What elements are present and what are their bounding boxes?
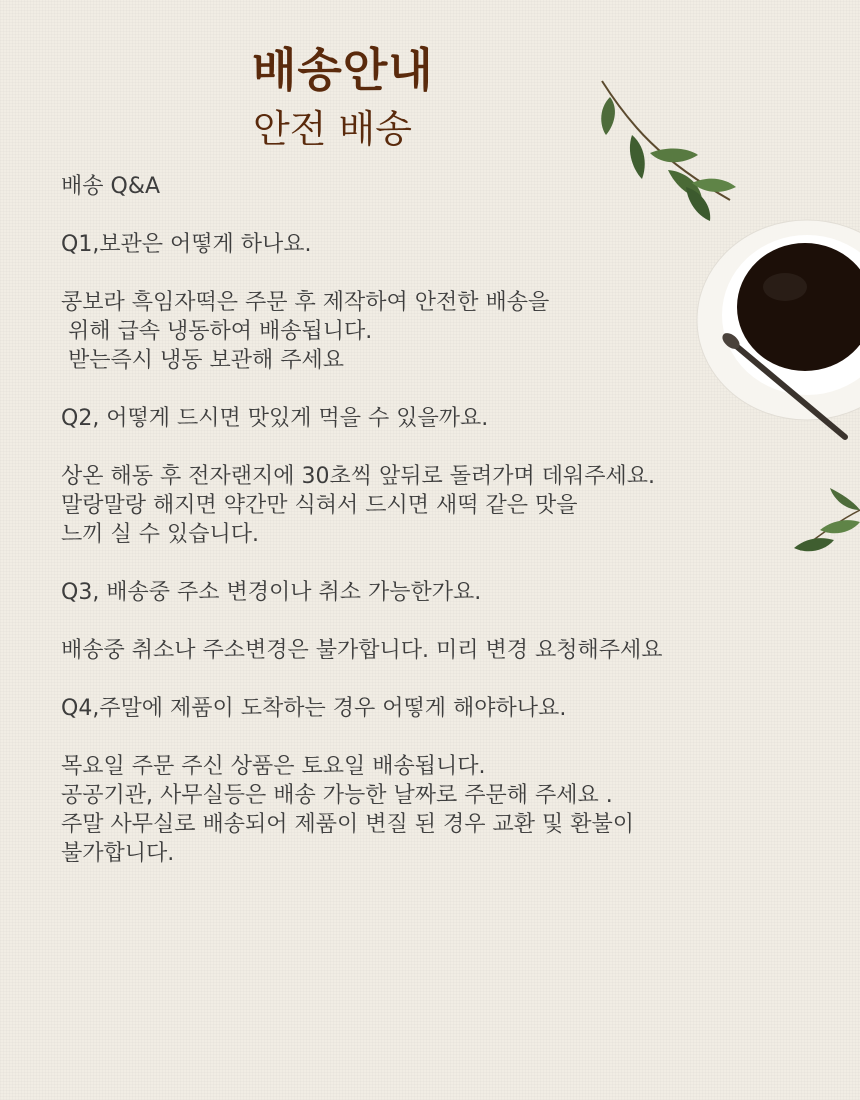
text-line: 느끼 실 수 있습니다. [61, 522, 259, 547]
text-line: 위해 급속 냉동하여 배송됩니다. [61, 319, 373, 344]
text-line: 목요일 주문 주신 상품은 토요일 배송됩니다. [61, 754, 486, 779]
text-line: 받는즉시 냉동 보관해 주세요 [61, 348, 344, 373]
text-line: Q3, 배송중 주소 변경이나 취소 가능한가요. [61, 580, 482, 605]
text-line: 공공기관, 사무실등은 배송 가능한 날짜로 주문해 주세요 . [61, 783, 613, 808]
text-line: 상온 해동 후 전자랜지에 30초씩 앞뒤로 돌려가며 데워주세요. [61, 464, 655, 489]
section-spacer [61, 433, 821, 462]
text-line: 불가합니다. [61, 841, 175, 866]
section-spacer [61, 549, 821, 578]
page-title: 배송안내 [252, 43, 434, 97]
text-line: 말랑말랑 해지면 약간만 식혀서 드시면 새떡 같은 맛을 [61, 493, 578, 518]
section-spacer [61, 259, 821, 288]
section-spacer [61, 201, 821, 230]
text-line: 콩보라 흑임자떡은 주문 후 제작하여 안전한 배송을 [61, 290, 550, 315]
section-spacer [61, 375, 821, 404]
page-subtitle: 안전 배송 [253, 107, 412, 151]
text-line: 주말 사무실로 배송되어 제품이 변질 된 경우 교환 및 환불이 [61, 812, 634, 837]
qa-content [61, 172, 821, 868]
text-line: Q2, 어떻게 드시면 맛있게 먹을 수 있을까요. [61, 406, 489, 431]
text-line: Q1,보관은 어떻게 하나요. [61, 232, 312, 257]
section-spacer [61, 723, 821, 752]
text-line: 배송중 취소나 주소변경은 불가합니다. 미리 변경 요청해주세요 [61, 638, 663, 663]
section-spacer [61, 607, 821, 636]
text-line: Q4,주말에 제품이 도착하는 경우 어떻게 해야하나요. [61, 696, 567, 721]
text-line: 배송 Q&A [61, 174, 161, 199]
section-spacer [61, 665, 821, 694]
